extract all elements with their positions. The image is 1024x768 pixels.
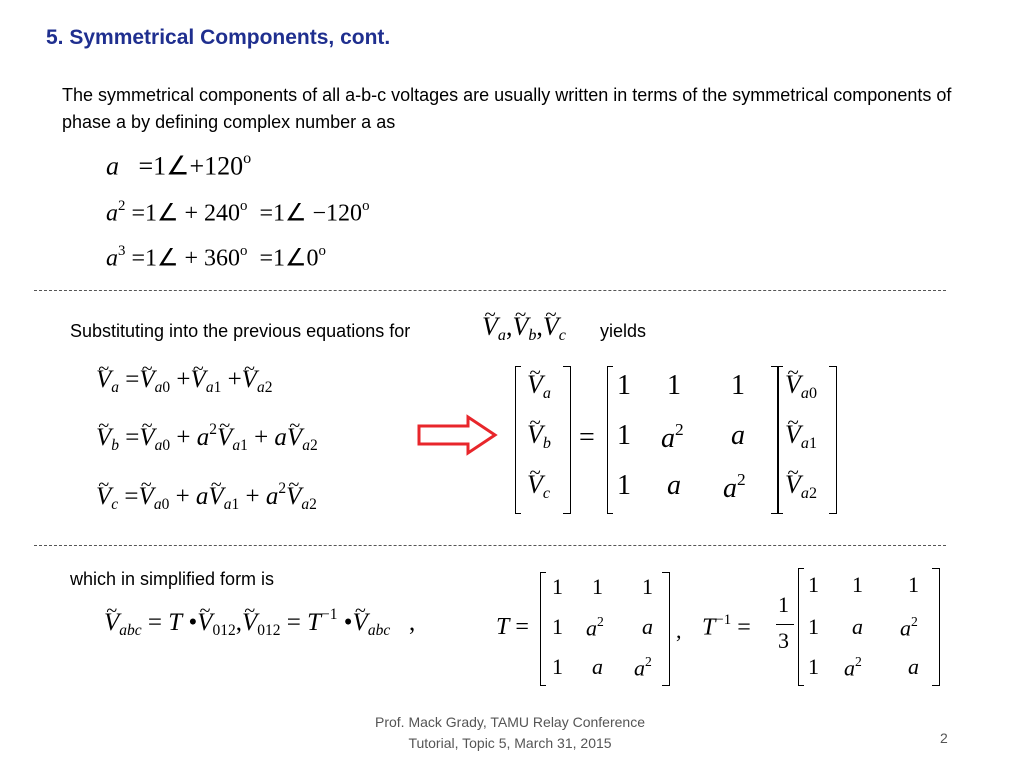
substituting-text: Substituting into the previous equations for: [70, 321, 411, 341]
eq-simplified: ~ $V_{abc} = T$ •~ V012,~ $V012 = T^{-1}$ •~ $V_{abc}$ ,: [104, 606, 415, 640]
def-a: $a =1\angle+120^o$: [106, 150, 252, 181]
simplified-text: which in simplified form is: [70, 569, 275, 589]
matrix-equation-upper: ~ $V_a$ ~ $V_b$ ~ $V_c$ = 1 1 1 1 $a^2$ a 1 a $a^2$ ~ $V_a0$ ~ $V_a1$ ~ $V_a2$: [515, 366, 840, 514]
separator-1: [34, 290, 946, 291]
eq-vc: ~ $V_c$ =~ $V_a0$ + a~ $V_a1$ + $a^2\sim$ $V_a2$: [96, 480, 317, 514]
eq-vb: ~ $V_b$ =~ $V_a0$ + $a^2\sim$ $V_a1$ + a~ $V_a2$: [96, 421, 318, 455]
phasor-list: ~ $V_a,\sim$ $V_b,\sim$ $V_c$: [482, 312, 566, 345]
footer-line-2: Tutorial, Topic 5, March 31, 2015: [408, 735, 612, 751]
def-a2: $a^2$ =1∠ + $240^o$ =1∠ $-120^o$: [106, 198, 370, 227]
right-arrow-icon: [416, 414, 498, 456]
footer-line-1: Prof. Mack Grady, TAMU Relay Conference: [375, 714, 645, 730]
t-matrix: T = 1 1 1 1 $a^2$ a 1 a $a^2$ ,: [496, 570, 686, 686]
eq-va: ~ $V_a$ =~ $V_a0$ +~ $V_a1$ +~ $V_a2$: [96, 366, 272, 397]
page-number: 2: [940, 730, 948, 746]
def-a3: $a^3$ =1∠ + $360^o$ $=1\angle 0^o$: [106, 243, 326, 272]
yields-text: yields: [600, 321, 647, 341]
slide-title: 5. Symmetrical Components, cont.: [46, 26, 391, 49]
t-inverse-matrix: $T^{-1}$ = 1 3 1 1 1 1 a $a^2$ 1 $a^2$ a: [702, 566, 952, 688]
intro-paragraph: The symmetrical components of all a-b-c voltages are usually written in terms of the symmetrical components of phase a by defining complex number a as: [62, 85, 952, 132]
footer: [340, 712, 680, 754]
separator-2: [34, 545, 946, 546]
